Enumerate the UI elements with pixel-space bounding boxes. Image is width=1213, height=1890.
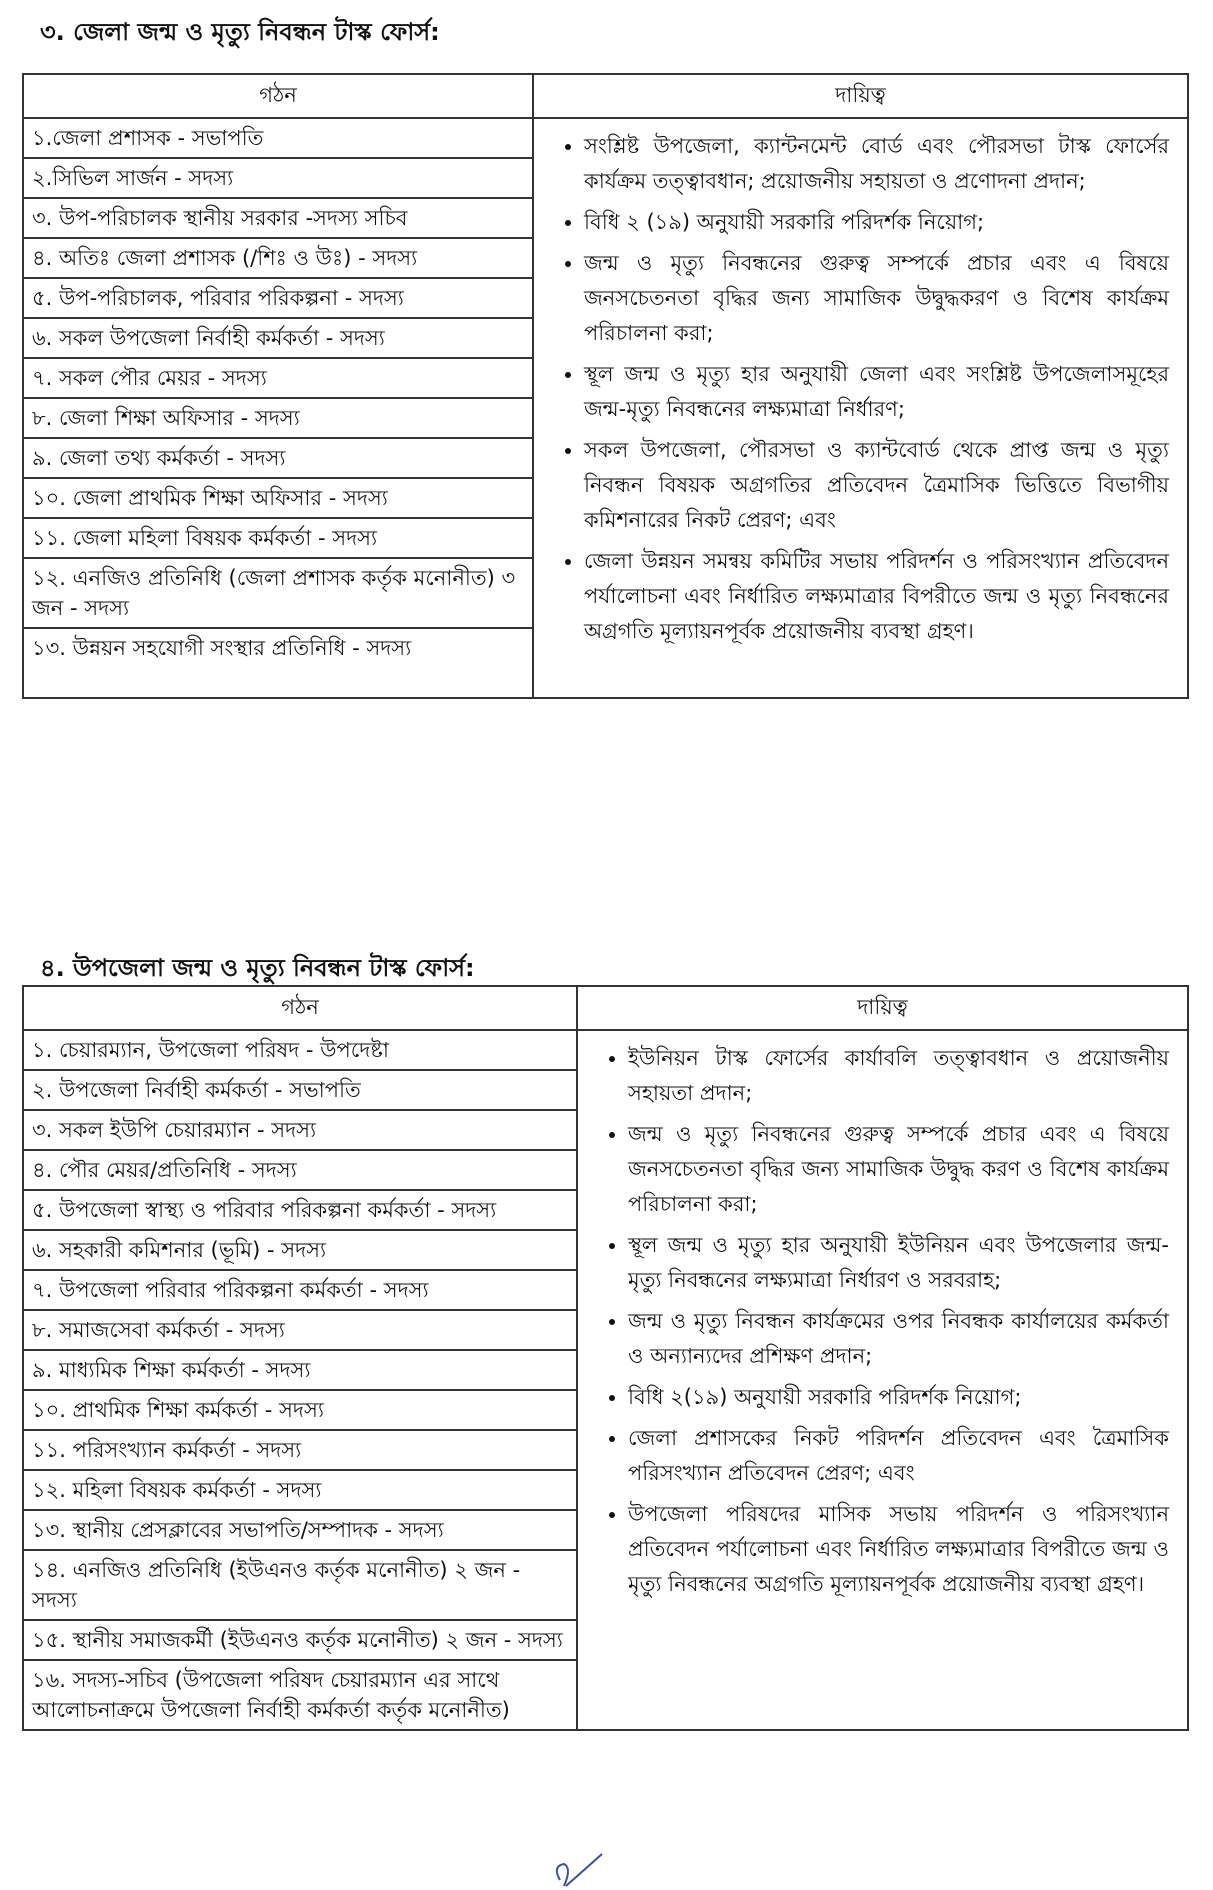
member-cell: ৯. জেলা তথ্য কর্মকর্তা - সদস্য — [23, 438, 533, 478]
header-composition: গঠন — [23, 986, 577, 1030]
district-task-force-table — [22, 73, 1189, 699]
header-responsibilities: দায়িত্ব — [577, 986, 1188, 1030]
responsibility-item: • জন্ম ও মৃত্যু নিবন্ধন কার্যক্রমের ওপর নিবন্ধক কার্যালয়ের কর্মকর্তা ও অন্যান্যদের প্রশিক্ষণ প্রদান; — [628, 1304, 1169, 1374]
member-cell: ৮. জেলা শিক্ষা অফিসার - সদস্য — [23, 398, 533, 438]
responsibilities-cell — [533, 118, 1188, 698]
member-cell: ৪. অতিঃ জেলা প্রশাসক (/শিঃ ও উঃ) - সদস্য — [23, 238, 533, 278]
responsibility-item: • জন্ম ও মৃত্যু নিবন্ধনের গুরুত্ব সম্পর্কে প্রচার এবং এ বিষয়ে জনসচেতনতা বৃদ্ধির জন্য সামাজিক উদ্বুদ্ধকরণ ও বিশেষ কার্যক্রম পরিচালনা করা; — [584, 246, 1169, 351]
responsibilities-list — [544, 129, 1169, 649]
responsibility-item: • সকল উপজেলা, পৌরসভা ও ক্যান্টবোর্ড থেকে প্রাপ্ত জন্ম ও মৃত্যু নিবন্ধন বিষয়ক অগ্রগতির প্রতিবেদন ত্রৈমাসিক ভিত্তিতে বিভাগীয় কমিশনারের নিকট প্রেরণ; এবং — [584, 433, 1169, 538]
responsibility-item: • বিধি ২(১৯) অনুযায়ী সরকারি পরিদর্শক নিয়োগ; — [628, 1380, 1169, 1415]
member-cell: ৬. সহকারী কমিশনার (ভূমি) - সদস্য — [23, 1230, 577, 1270]
member-cell: ৪. পৌর মেয়র/প্রতিনিধি - সদস্য — [23, 1150, 577, 1190]
member-cell: ৫. উপ-পরিচালক, পরিবার পরিকল্পনা - সদস্য — [23, 278, 533, 318]
member-cell: ১৩. উন্নয়ন সহযোগী সংস্থার প্রতিনিধি - সদস্য — [23, 628, 533, 698]
responsibility-item: • জন্ম ও মৃত্যু নিবন্ধনের গুরুত্ব সম্পর্কে প্রচার এবং এ বিষয়ে জনসচেতনতা বৃদ্ধির জন্য সামাজিক উদ্বুদ্ধ করণ ও বিশেষ কার্যক্রম পরিচালনা করা; — [628, 1117, 1169, 1222]
responsibility-item: • বিধি ২ (১৯) অনুযায়ী সরকারি পরিদর্শক নিয়োগ; — [584, 205, 1169, 240]
header-responsibilities: দায়িত্ব — [533, 74, 1188, 118]
header-composition: গঠন — [23, 74, 533, 118]
member-cell: ১০. জেলা প্রাথমিক শিক্ষা অফিসার - সদস্য — [23, 478, 533, 518]
member-cell: ১৩. স্থানীয় প্রেসক্লাবের সভাপতি/সম্পাদক - সদস্য — [23, 1510, 577, 1550]
responsibility-item: • জেলা প্রশাসকের নিকট পরিদর্শন প্রতিবেদন এবং ত্রৈমাসিক পরিসংখ্যান প্রতিবেদন প্রেরণ; এবং — [628, 1421, 1169, 1491]
member-cell: ১১. জেলা মহিলা বিষয়ক কর্মকর্তা - সদস্য — [23, 518, 533, 558]
member-cell: ২.সিভিল সার্জন - সদস্য — [23, 158, 533, 198]
member-cell: ২. উপজেলা নির্বাহী কর্মকর্তা - সভাপতি — [23, 1070, 577, 1110]
responsibility-item: • জেলা উন্নয়ন সমন্বয় কমিটির সভায় পরিদর্শন ও পরিসংখ্যান প্রতিবেদন পর্যালোচনা এবং নির্ধারিত লক্ষ্যমাত্রার বিপরীতে জন্ম ও মৃত্যু নিবন্ধনের অগ্রগতি মূল্যায়নপূর্বক প্রয়োজনীয় ব্যবস্থা গ্রহণ। — [584, 544, 1169, 649]
signature-initial — [540, 1850, 620, 1890]
member-cell: ১৫. স্থানীয় সমাজকর্মী (ইউএনও কর্তৃক মনোনীত) ২ জন - সদস্য — [23, 1620, 577, 1660]
responsibilities-cell — [577, 1030, 1188, 1730]
member-cell: ৬. সকল উপজেলা নির্বাহী কর্মকর্তা - সদস্য — [23, 318, 533, 358]
upazila-task-force-table — [22, 985, 1189, 1731]
responsibilities-list — [588, 1041, 1169, 1602]
section-4-title: ৪. উপজেলা জন্ম ও মৃত্যু নিবন্ধন টাস্ক ফোর্স: — [40, 954, 475, 982]
member-cell: ১১. পরিসংখ্যান কর্মকর্তা - সদস্য — [23, 1430, 577, 1470]
member-cell: ১২. এনজিও প্রতিনিধি (জেলা প্রশাসক কর্তৃক মনোনীত) ৩ জন - সদস্য — [23, 558, 533, 628]
member-cell: ১৪. এনজিও প্রতিনিধি (ইউএনও কর্তৃক মনোনীত) ২ জন - সদস্য — [23, 1550, 577, 1620]
member-cell: ১০. প্রাথমিক শিক্ষা কর্মকর্তা - সদস্য — [23, 1390, 577, 1430]
responsibility-item: • ইউনিয়ন টাস্ক ফোর্সের কার্যাবলি তত্ত্বাবধান ও প্রয়োজনীয় সহায়তা প্রদান; — [628, 1041, 1169, 1111]
member-cell: ৩. সকল ইউপি চেয়ারম্যান - সদস্য — [23, 1110, 577, 1150]
responsibility-item: • স্থূল জন্ম ও মৃত্যু হার অনুযায়ী ইউনিয়ন এবং উপজেলার জন্ম-মৃত্যু নিবন্ধনের লক্ষ্যমাত্রা নির্ধারণ ও সরবরাহ; — [628, 1228, 1169, 1298]
member-cell: ৭. উপজেলা পরিবার পরিকল্পনা কর্মকর্তা - সদস্য — [23, 1270, 577, 1310]
member-cell: ৩. উপ-পরিচালক স্থানীয় সরকার -সদস্য সচিব — [23, 198, 533, 238]
responsibility-item: • উপজেলা পরিষদের মাসিক সভায় পরিদর্শন ও পরিসংখ্যান প্রতিবেদন পর্যালোচনা এবং নির্ধারিত লক্ষ্যমাত্রার বিপরীতে জন্ম ও মৃত্যু নিবন্ধনের অগ্রগতি মূল্যায়নপূর্বক প্রয়োজনীয় ব্যবস্থা গ্রহণ। — [628, 1497, 1169, 1602]
responsibility-item: • সংশ্লিষ্ট উপজেলা, ক্যান্টনমেন্ট বোর্ড এবং পৌরসভা টাস্ক ফোর্সের কার্যক্রম তত্ত্বাবধান; প্রয়োজনীয় সহায়তা ও প্রণোদনা প্রদান; — [584, 129, 1169, 199]
responsibility-item: • স্থূল জন্ম ও মৃত্যু হার অনুযায়ী জেলা এবং সংশ্লিষ্ট উপজেলাসমূহের জন্ম-মৃত্যু নিবন্ধনের লক্ষ্যমাত্রা নির্ধারণ; — [584, 357, 1169, 427]
member-cell: ৮. সমাজসেবা কর্মকর্তা - সদস্য — [23, 1310, 577, 1350]
member-cell: ১. চেয়ারম্যান, উপজেলা পরিষদ - উপদেষ্টা — [23, 1030, 577, 1070]
member-cell: ১.জেলা প্রশাসক - সভাপতি — [23, 118, 533, 158]
member-cell: ৭. সকল পৌর মেয়র - সদস্য — [23, 358, 533, 398]
member-cell: ৫. উপজেলা স্বাস্থ্য ও পরিবার পরিকল্পনা কর্মকর্তা - সদস্য — [23, 1190, 577, 1230]
member-cell: ১৬. সদস্য-সচিব (উপজেলা পরিষদ চেয়ারম্যান এর সাথে আলোচনাক্রমে উপজেলা নির্বাহী কর্মকর্তা কর্তৃক মনোনীত) — [23, 1660, 577, 1730]
member-cell: ১২. মহিলা বিষয়ক কর্মকর্তা - সদস্য — [23, 1470, 577, 1510]
section-3-title: ৩. জেলা জন্ম ও মৃত্যু নিবন্ধন টাস্ক ফোর্স: — [40, 18, 440, 46]
member-cell: ৯. মাধ্যমিক শিক্ষা কর্মকর্তা - সদস্য — [23, 1350, 577, 1390]
